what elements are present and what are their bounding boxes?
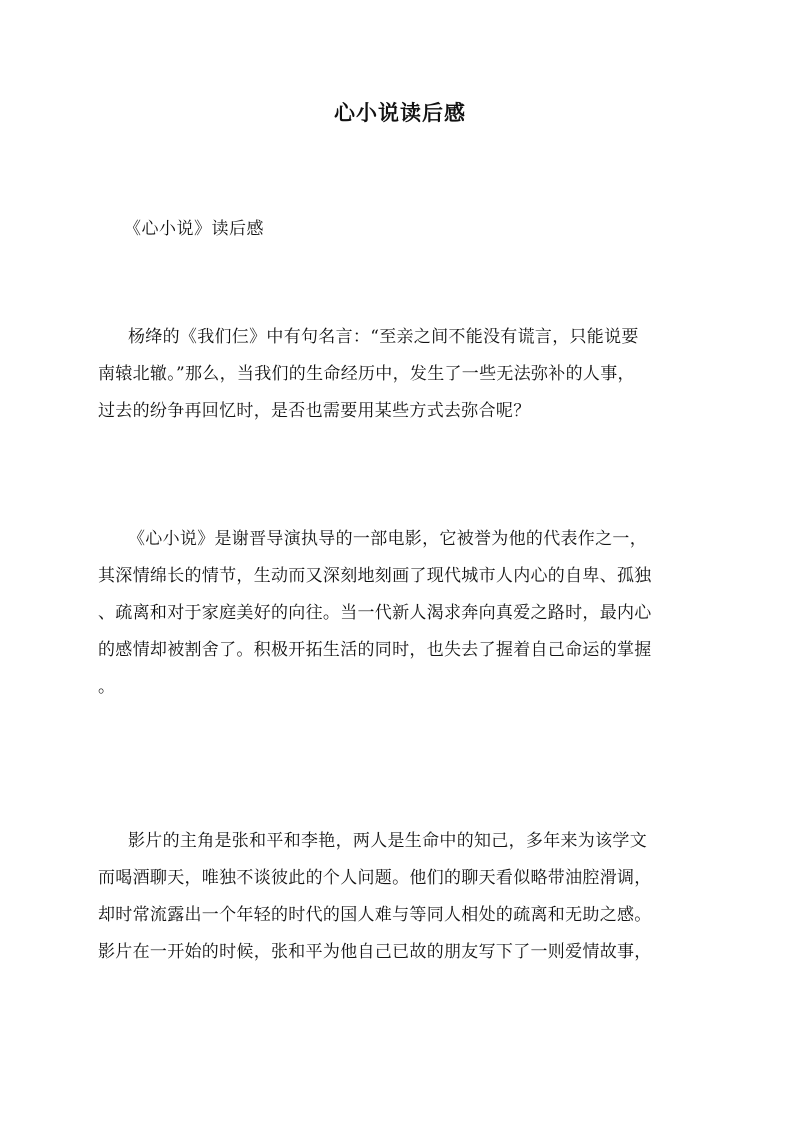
paragraph-line: 、疏离和对于家庭美好的向往。当一代新人渴求奔向真爱之路时，最内心: [98, 603, 652, 623]
paragraph-line: 《心小说》是谢晋导演执导的一部电影，它被誉为他的代表作之一，: [128, 529, 647, 549]
document-subtitle: 《心小说》读后感: [124, 219, 264, 239]
paragraph-line: 影片在一开始的时候，张和平为他自己已故的朋友写下了一则爱情故事，: [98, 942, 652, 962]
paragraph-line: 其深情绵长的情节，生动而又深刻地刻画了现代城市人内心的自卑、孤独: [98, 566, 652, 586]
paragraph-line: 却时常流露出一个年轻的时代的国人难与等同人相处的疏离和无助之感。: [98, 905, 652, 925]
paragraph-line: 。: [98, 677, 116, 697]
document-title: 心小说读后感: [334, 100, 466, 125]
paragraph-line: 过去的纷争再回忆时，是否也需要用某些方式去弥合呢？: [98, 401, 531, 421]
paragraph-line: 的感情却被割舍了。积极开拓生活的同时，也失去了握着自己命运的掌握: [98, 640, 652, 660]
paragraph-line: 影片的主角是张和平和李艳，两人是生命中的知己，多年来为该学文: [128, 831, 647, 851]
paragraph-2: [98, 521, 704, 706]
paragraph-1: [98, 319, 704, 430]
paragraph-line: 杨绛的《我们仨》中有句名言：“至亲之间不能没有谎言，只能说要: [128, 327, 639, 347]
paragraph-line: 而喝酒聊天，唯独不谈彼此的个人问题。他们的聊天看似略带油腔滑调，: [98, 868, 652, 888]
paragraph-line: 南辕北辙。”那么，当我们的生命经历中，发生了一些无法弥补的人事，: [98, 364, 635, 384]
paragraph-3: [98, 823, 704, 971]
